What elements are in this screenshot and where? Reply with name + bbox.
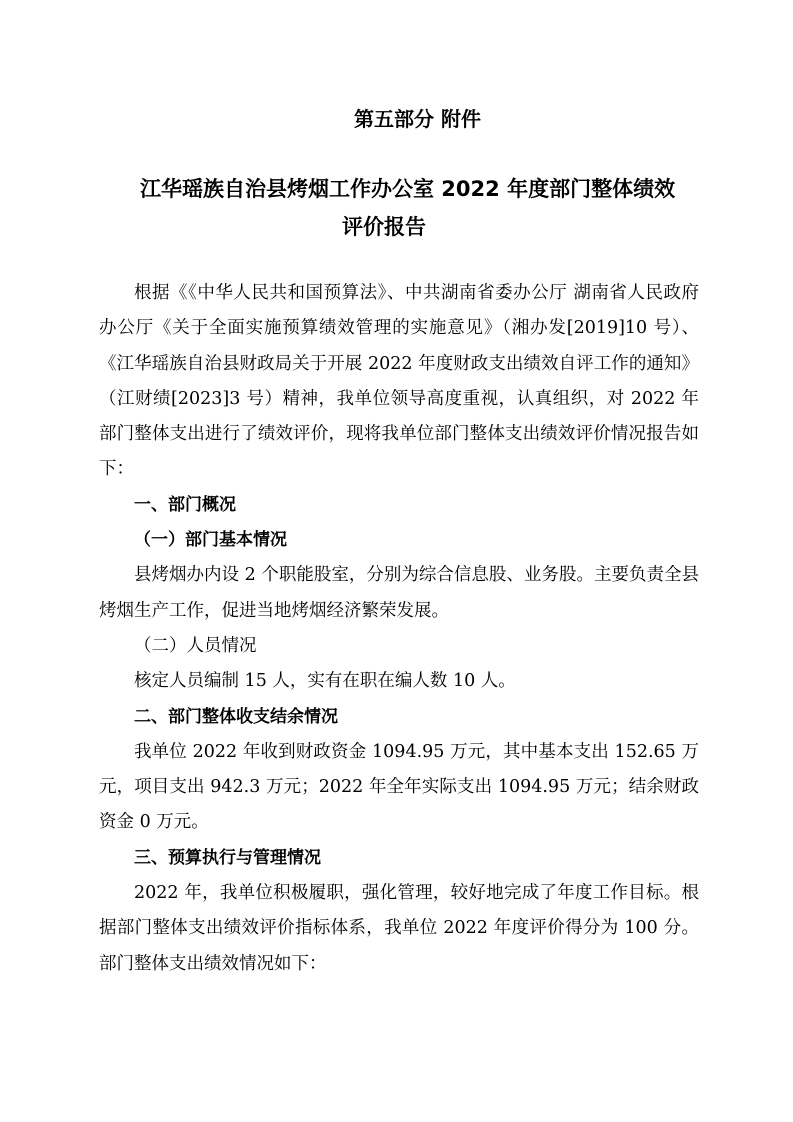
finance-paragraph: 我单位 2022 年收到财政资金 1094.95 万元，其中基本支出 152.65 万元，项目支出 942.3 万元；2022 年全年实际支出 1094.95 万元；结余财政资金 0 万元。 (99, 741, 699, 833)
section-heading-2: 二、部门整体收支结余情况 (134, 706, 338, 727)
report-title-line1: 江华瑶族自治县烤烟工作办公室 2022 年度部门整体绩效 (140, 177, 676, 201)
staff-paragraph: 核定人员编制 15 人，实有在职在编人数 10 人。 (134, 671, 516, 692)
part-title: 第五部分 附件 (354, 107, 481, 131)
report-title-line2: 评价报告 (342, 215, 426, 239)
section-heading-1: 一、部门概况 (134, 494, 236, 515)
subsection-heading-staff: （二）人员情况 (134, 635, 257, 656)
section-heading-3: 三、预算执行与管理情况 (134, 847, 321, 868)
subsection-heading-basic: （一）部门基本情况 (134, 530, 287, 551)
report-title (140, 170, 700, 246)
intro-paragraph: 根据《《中华人民共和国预算法》、中共湖南省委办公厅 湖南省人民政府办公厅《关于全面实施预算绩效管理的实施意见》（湘办发[2019]10 号）、《江华瑶族自治县财政局关于开展 2022 年度财政支出绩效自评工作的通知》（江财绩[2023]3 号）精神，我单位领导高度重视，认真组织，对 2022 年部门整体支出进行了绩效评价，现将我单位部门整体支出绩效评价情况报告如下： (99, 283, 699, 480)
report-body (99, 276, 699, 982)
budget-paragraph: 2022 年，我单位积极履职，强化管理，较好地完成了年度工作目标。根据部门整体支出绩效评价指标体系，我单位 2022 年度评价得分为 100 分。部门整体支出绩效情况如下： (99, 883, 699, 974)
basic-info-paragraph: 县烤烟办内设 2 个职能股室，分别为综合信息股、业务股。主要负责全县烤烟生产工作，促进当地烤烟经济繁荣发展。 (99, 565, 699, 621)
